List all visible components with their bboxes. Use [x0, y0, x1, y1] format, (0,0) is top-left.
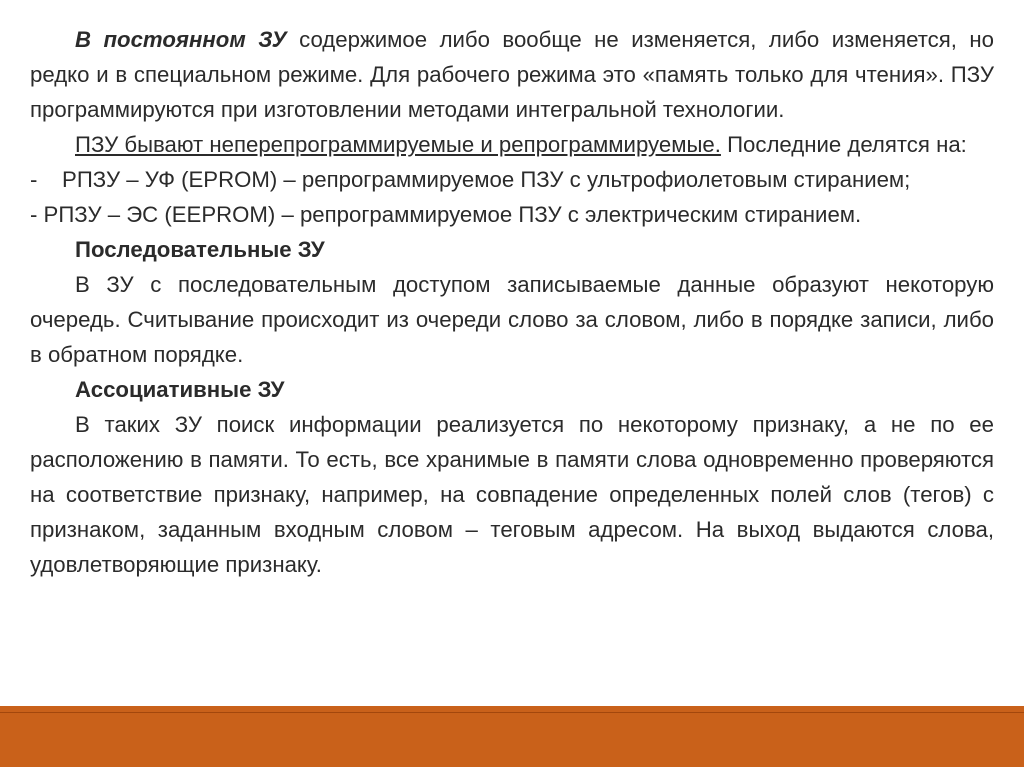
- slide-text-body: [30, 22, 994, 582]
- paragraph-associative-memory: В таких ЗУ поиск информации реализуется по некоторому признаку, а не по ее расположению в памяти. То есть, все хранимые в памяти слова одновременно проверяются на соответствие признаку, например, на совпадение определенных полей слов (тегов) с признаком, заданным входным словом – теговым адресом. На выход выдаются слова, удовлетворяющие признаку.: [30, 412, 994, 577]
- bottom-accent-line: [0, 712, 1024, 713]
- heading-sequential-memory: Последовательные ЗУ: [75, 237, 325, 262]
- heading-associative-memory: Ассоциативные ЗУ: [75, 377, 285, 402]
- list-item-eeprom: - РПЗУ – ЭС (EEPROM) – репрограммируемое ПЗУ с электрическим стиранием.: [30, 202, 862, 227]
- paragraph-sequential-memory: В ЗУ с последовательным доступом записываемые данные образуют некоторую очередь. Считывание происходит из очереди слово за словом, либо в порядке записи, либо в обратном порядке.: [30, 272, 994, 367]
- rom-types-underlined: ПЗУ бывают неперепрограммируемые и репрограммируемые.: [75, 132, 721, 157]
- rom-definition-text: содержимое либо вообще не изменяется, либо изменяется, но редко и в специальном режиме. Для рабочего режима это «память только для чтения». ПЗУ программируются при изготовлении методами интегральной технологии.: [30, 27, 994, 122]
- paragraph-rom-definition: [30, 22, 994, 127]
- bottom-accent-band: [0, 706, 1024, 767]
- rom-types-text: Последние делятся на:: [720, 132, 967, 157]
- paragraph-rom-types: [30, 127, 994, 162]
- rom-term: В постоянном ЗУ: [75, 27, 287, 52]
- list-item-eprom: - РПЗУ – УФ (EPROM) – репрограммируемое ПЗУ с ультрофиолетовым стиранием;: [30, 167, 911, 192]
